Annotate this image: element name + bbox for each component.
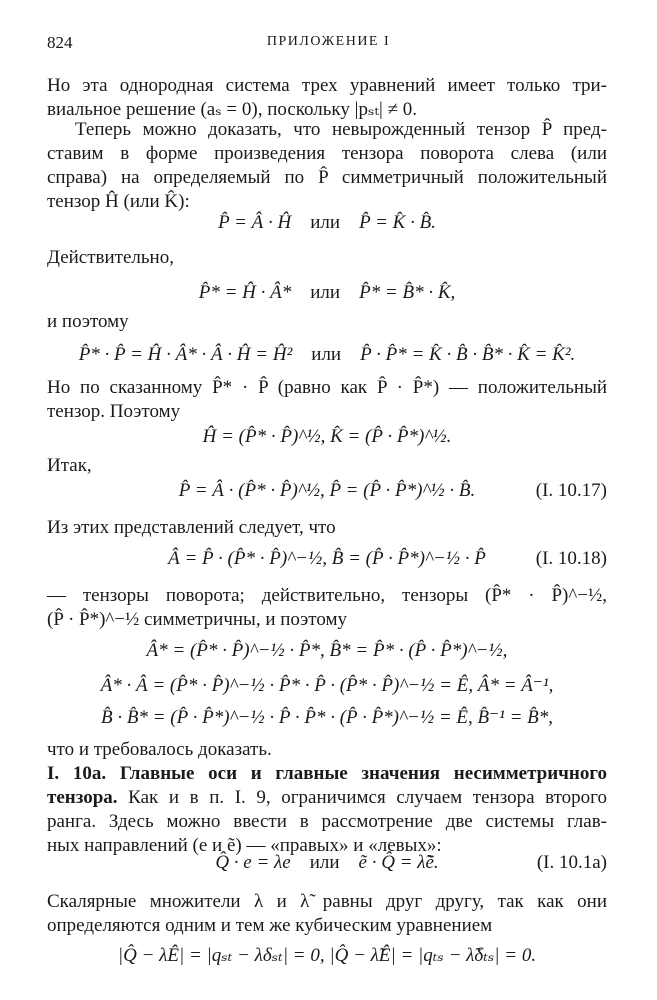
- text-line: справа) на определяемый по P̂ симметричный положительный: [47, 167, 607, 188]
- formula-word: или: [311, 344, 342, 365]
- equation-I-10-17: [47, 480, 607, 502]
- paragraph-rotation-tensors: [47, 584, 607, 632]
- equation-number: (I. 10.17): [535, 480, 607, 501]
- formula: P̂* = Ĥ · Â*: [198, 282, 292, 303]
- text-line: ставим в форме произведения тензора поворота слева (или: [47, 143, 607, 164]
- text-line: Но по сказанному P̂* · P̂ (равно как P̂ · P̂*) — положительный: [47, 377, 607, 398]
- text-line: ных направлений (e и ẽ) — «правых» и «левых»:: [47, 835, 442, 856]
- formula-word: или: [309, 852, 340, 873]
- equation-roots: Ĥ = (P̂* · P̂)^½, K̂ = (P̂ · P̂*)^½.: [202, 426, 452, 447]
- formula: P̂ = Â · Ĥ: [218, 212, 292, 233]
- section-heading: [47, 762, 607, 786]
- word-deistvitelno: Действительно,: [47, 247, 174, 268]
- formula: ẽ · Q̂ = λ̃ẽ.: [358, 852, 439, 873]
- page-number: 824: [47, 33, 73, 52]
- equation-I-10-1a: [47, 852, 607, 874]
- text-line: (P̂ · P̂*)^−½ симметричны, и поэтому: [47, 609, 348, 630]
- text-line: ранга. Здесь можно ввести в рассмотрение две системы глав-: [47, 811, 607, 832]
- equation-squares: [47, 344, 607, 366]
- equation-orthogonality-b: B̂ · B̂* = (P̂ · P̂*)^−½ · P̂ · P̂* · (P̂ · P̂*)^−½ = Ê, B̂⁻¹ = B̂*,: [100, 707, 554, 728]
- equation-transpose: [47, 282, 607, 304]
- running-header: ПРИЛОЖЕНИЕ I: [266, 34, 391, 49]
- equation-I-10-18: [47, 548, 607, 570]
- word-i-poetomu: и поэтому: [47, 311, 129, 332]
- text-line: определяются одним и тем же кубическим уравнением: [47, 915, 493, 936]
- equation-number: (I. 10.1a): [536, 852, 607, 873]
- formula: P̂* = B̂* · K̂,: [359, 282, 456, 303]
- formula: Â = P̂ · (P̂* · P̂)^−½, B̂ = (P̂ · P̂*)^−½ · P̂: [168, 548, 486, 569]
- section-heading-text: I. 10a. Главные оси и главные значения несимметричного: [47, 763, 607, 784]
- equation-decomposition: [47, 212, 607, 234]
- section-heading-text: тензора.: [47, 787, 118, 808]
- text-line: виальное решение (aₛ = 0), поскольку |pₛₜ| ≠ 0.: [47, 99, 418, 120]
- equation-orthogonality-a: Â* · Â = (P̂* · P̂)^−½ · P̂* · P̂ · (P̂* · P̂)^−½ = Ê, Â* = Â⁻¹,: [100, 675, 554, 696]
- paragraph-qed: что и требовалось доказать.: [47, 739, 272, 760]
- text-line: Скалярные множители λ и λ̃ равны друг другу, так как они: [47, 891, 607, 912]
- section-text: Как и в п. I. 9, ограничимся случаем тензора второго: [117, 787, 607, 808]
- text-line: тензор Ĥ (или K̂):: [47, 191, 190, 212]
- formula: P̂* · P̂ = Ĥ · Â* · Â · Ĥ = Ĥ²: [78, 344, 293, 365]
- paragraph-theorem: [47, 118, 607, 214]
- formula: P̂ = K̂ · B̂.: [359, 212, 436, 233]
- word-itak: Итак,: [47, 455, 92, 476]
- paragraph-positive-tensor: [47, 376, 607, 424]
- paragraph-trivial-solution: [47, 74, 607, 122]
- formula-word: или: [310, 212, 341, 233]
- text-line: — тензоры поворота; действительно, тензоры (P̂* · P̂)^−½,: [47, 585, 607, 606]
- formula: P̂ = Â · (P̂* · P̂)^½, P̂ = (P̂ · P̂*)^½ · B̂.: [178, 480, 476, 501]
- paragraph-consequence: Из этих представлений следует, что: [47, 517, 336, 538]
- text-line: Теперь можно доказать, что невырожденный тензор P̂ пред-: [75, 119, 607, 140]
- text-line: Но эта однородная система трех уравнений имеет только три-: [47, 75, 607, 96]
- formula: P̂ · P̂* = K̂ · B̂ · B̂* · K̂ = K̂².: [360, 344, 576, 365]
- equation-number: (I. 10.18): [535, 548, 607, 569]
- section-I-10a: [47, 762, 607, 858]
- equation-transposes: Â* = (P̂* · P̂)^−½ · P̂*, B̂* = P̂* · (P̂ · P̂*)^−½,: [146, 640, 508, 661]
- text-line: тензор. Поэтому: [47, 401, 181, 422]
- equation-characteristic: |Q̂ − λÊ| = |qₛₜ − λδₛₜ| = 0, |Q̂ − λ̃Ê| = |qₜₛ − λ̃δₜₛ| = 0.: [117, 945, 537, 966]
- formula-word: или: [310, 282, 341, 303]
- paragraph-scalar-multipliers: [47, 890, 607, 938]
- text-line: [47, 786, 607, 810]
- formula: Q̂ · e = λe: [215, 852, 291, 873]
